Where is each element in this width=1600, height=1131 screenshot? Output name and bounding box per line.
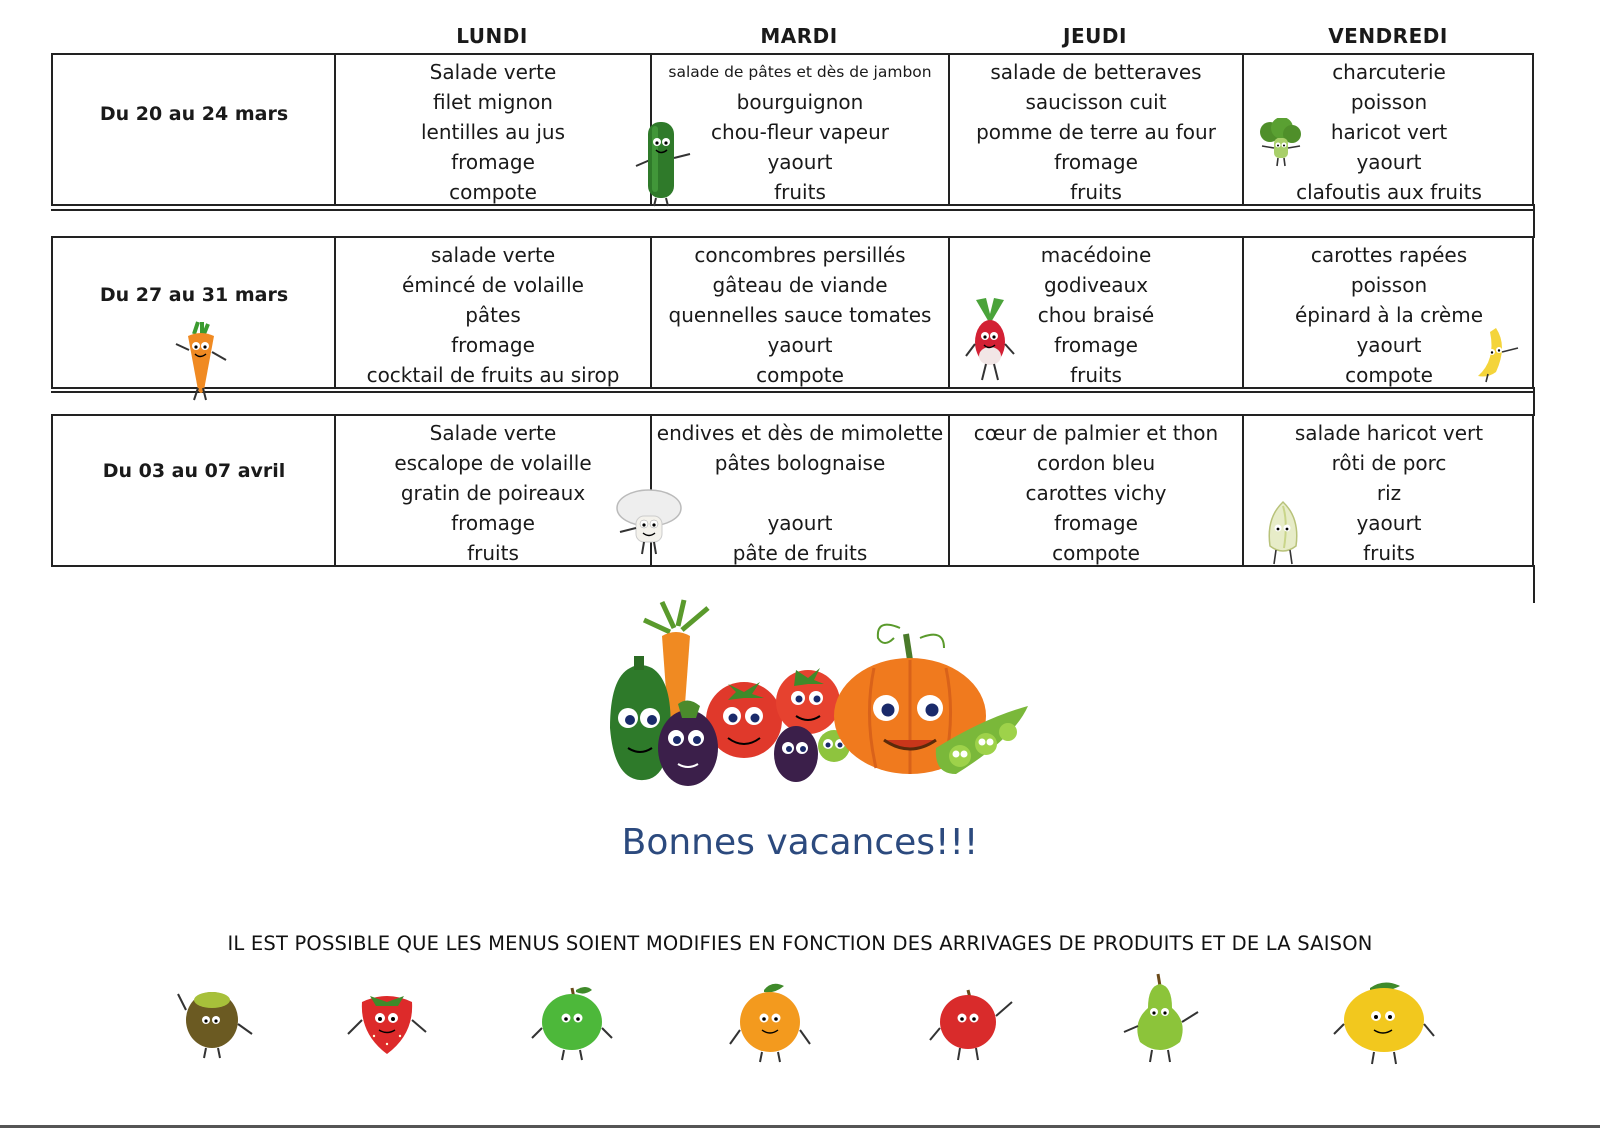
menu-item: chou-fleur vapeur	[711, 120, 889, 144]
menu-item: haricot vert	[1330, 120, 1448, 144]
menu-item: lentilles au jus	[420, 120, 566, 144]
menu-item: salade de pâtes et dès de jambon	[668, 63, 932, 81]
menu-item: yaourt	[767, 511, 833, 535]
bottom-rule	[0, 1125, 1600, 1128]
red-apple-mascot	[924, 982, 1018, 1062]
menu-item: Salade verte	[429, 60, 557, 84]
radish-mascot	[962, 294, 1018, 386]
menu-cell-lundi	[336, 240, 650, 390]
menu-item: salade de betteraves	[990, 60, 1202, 84]
mushroom-mascot	[612, 486, 686, 558]
broccoli-mascot	[1254, 118, 1306, 168]
menu-item: émincé de volaille	[402, 273, 584, 297]
cucumber-mascot	[632, 118, 694, 208]
endive-mascot	[1260, 500, 1306, 568]
day-header-vendredi: VENDREDI	[1328, 24, 1448, 48]
carrot-mascot	[170, 320, 232, 404]
menu-item: yaourt	[1356, 333, 1422, 357]
table-separator-line	[51, 209, 1534, 211]
banana-mascot	[1466, 324, 1522, 384]
menu-cell-jeudi	[950, 418, 1242, 568]
menu-item: godiveaux	[1043, 273, 1149, 297]
table-separator-line	[51, 391, 1534, 393]
kiwi-mascot	[172, 980, 258, 1062]
menu-item: concombres persillés	[694, 243, 906, 267]
menu-item: compote	[756, 363, 844, 387]
day-header-mardi: MARDI	[760, 24, 838, 48]
menu-item: cordon bleu	[1036, 451, 1156, 475]
menu-item: rôti de porc	[1331, 451, 1447, 475]
table-edge-line	[1533, 565, 1535, 603]
menu-item: compote	[1345, 363, 1433, 387]
menu-item: compote	[449, 180, 537, 204]
week-label: Du 03 au 07 avril	[102, 460, 286, 482]
menu-item: fruits	[467, 541, 519, 565]
menu-item: poisson	[1350, 90, 1428, 114]
menu-item: saucisson cuit	[1025, 90, 1167, 114]
menu-item: clafoutis aux fruits	[1296, 180, 1482, 204]
week-label: Du 20 au 24 mars	[99, 103, 289, 125]
menu-item: cocktail de fruits au sirop	[366, 363, 620, 387]
menu-item: chou braisé	[1037, 303, 1155, 327]
menu-item: filet mignon	[433, 90, 553, 114]
menu-item: carottes rapées	[1310, 243, 1468, 267]
menu-item: riz	[1376, 481, 1402, 505]
menu-item: quennelles sauce tomates	[668, 303, 932, 327]
menu-item: pomme de terre au four	[976, 120, 1216, 144]
week-block-1	[51, 53, 1534, 206]
menu-item: yaourt	[1356, 511, 1422, 535]
vegetable-group	[604, 598, 1054, 798]
menu-notice: IL EST POSSIBLE QUE LES MENUS SOIENT MODIFIES EN FONCTION DES ARRIVAGES DE PRODUITS ET DE LA SAISON	[227, 932, 1373, 955]
menu-cell-lundi	[336, 418, 650, 568]
week-block-2	[51, 236, 1534, 389]
menu-item: gâteau de viande	[712, 273, 888, 297]
menu-cell-mardi	[652, 418, 948, 568]
menu-item: cœur de palmier et thon	[973, 421, 1219, 445]
menu-item: salade haricot vert	[1294, 421, 1484, 445]
menu-item: escalope de volaille	[394, 451, 592, 475]
menu-item: fromage	[1054, 150, 1138, 174]
menu-item: fromage	[451, 333, 535, 357]
orange-mascot	[724, 980, 816, 1064]
menu-item: pâte de fruits	[732, 541, 868, 565]
menu-item: poisson	[1350, 273, 1428, 297]
menu-cell-jeudi	[950, 57, 1242, 207]
menu-cell-mardi	[652, 57, 948, 207]
menu-item: pâtes bolognaise	[714, 451, 886, 475]
strawberry-mascot	[340, 984, 434, 1064]
menu-item: charcuterie	[1332, 60, 1446, 84]
menu-item: carottes vichy	[1025, 481, 1167, 505]
menu-item: bourguignon	[736, 90, 864, 114]
week-label: Du 27 au 31 mars	[99, 284, 289, 306]
menu-item: fromage	[451, 511, 535, 535]
menu-item: salade verte	[430, 243, 556, 267]
menu-item: gratin de poireaux	[400, 481, 586, 505]
menu-item: yaourt	[1356, 150, 1422, 174]
menu-item	[652, 478, 948, 508]
green-apple-mascot	[526, 980, 618, 1062]
menu-cell-mardi	[652, 240, 948, 390]
menu-item: fruits	[774, 180, 826, 204]
menu-item: fromage	[451, 150, 535, 174]
menu-item: endives et dès de mimolette	[656, 421, 944, 445]
greeting-text: Bonnes vacances!!!	[621, 822, 979, 863]
menu-item: fruits	[1070, 180, 1122, 204]
menu-item: compote	[1052, 541, 1140, 565]
menu-item: fruits	[1070, 363, 1122, 387]
menu-cell-lundi	[336, 57, 650, 207]
menu-item: épinard à la crème	[1294, 303, 1484, 327]
menu-item: yaourt	[767, 333, 833, 357]
menu-item: fromage	[1054, 511, 1138, 535]
menu-item: macédoine	[1040, 243, 1152, 267]
lemon-mascot	[1330, 976, 1440, 1066]
day-header-lundi: LUNDI	[456, 24, 528, 48]
menu-item: Salade verte	[429, 421, 557, 445]
menu-item: pâtes	[465, 303, 521, 327]
day-header-jeudi: JEUDI	[1063, 24, 1127, 48]
week-block-3	[51, 414, 1534, 567]
menu-item: fromage	[1054, 333, 1138, 357]
menu-item: yaourt	[767, 150, 833, 174]
pear-mascot	[1114, 970, 1206, 1064]
menu-item: fruits	[1363, 541, 1415, 565]
